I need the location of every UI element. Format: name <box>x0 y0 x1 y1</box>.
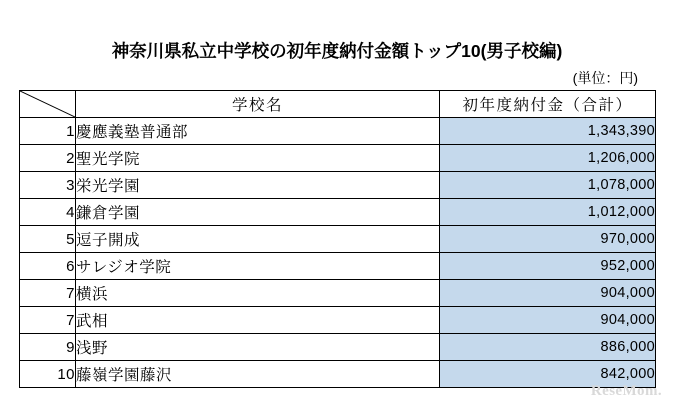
table-row <box>20 226 656 253</box>
watermark: ReseMom. <box>590 383 662 399</box>
rank-value: 7 <box>20 307 76 334</box>
table-row <box>20 253 656 280</box>
table-row <box>20 199 656 226</box>
school-name: 藤嶺学園藤沢 <box>76 361 440 388</box>
fee-value: 1,206,000 <box>440 145 656 172</box>
rank-value: 9 <box>20 334 76 361</box>
school-name: 栄光学園 <box>76 172 440 199</box>
fee-value: 970,000 <box>440 226 656 253</box>
rank-value: 10 <box>20 361 76 388</box>
ranking-table <box>19 90 656 388</box>
table-row <box>20 307 656 334</box>
rank-value: 5 <box>20 226 76 253</box>
rank-value: 3 <box>20 172 76 199</box>
fee-value: 842,000 <box>440 361 656 388</box>
table-header-row <box>20 91 656 118</box>
column-header-school: 学校名 <box>76 91 440 118</box>
table-row <box>20 145 656 172</box>
school-name: 浅野 <box>76 334 440 361</box>
fee-value: 904,000 <box>440 307 656 334</box>
table-row <box>20 280 656 307</box>
fee-value: 904,000 <box>440 280 656 307</box>
fee-value: 1,078,000 <box>440 172 656 199</box>
table-row <box>20 334 656 361</box>
school-name: 横浜 <box>76 280 440 307</box>
rank-value: 2 <box>20 145 76 172</box>
table-row <box>20 118 656 145</box>
school-name: サレジオ学院 <box>76 253 440 280</box>
school-name: 逗子開成 <box>76 226 440 253</box>
fee-value: 1,012,000 <box>440 199 656 226</box>
fee-value: 886,000 <box>440 334 656 361</box>
school-name: 鎌倉学園 <box>76 199 440 226</box>
rank-value: 7 <box>20 280 76 307</box>
unit-note: (単位：円) <box>572 70 638 86</box>
page-title: 神奈川県私立中学校の初年度納付金額トップ10(男子校編) <box>111 41 563 61</box>
school-name: 武相 <box>76 307 440 334</box>
table-row <box>20 361 656 388</box>
school-name: 聖光学院 <box>76 145 440 172</box>
table-row <box>20 172 656 199</box>
diagonal-corner-icon <box>20 91 76 118</box>
fee-value: 952,000 <box>440 253 656 280</box>
rank-value: 1 <box>20 118 76 145</box>
rank-value: 6 <box>20 253 76 280</box>
column-header-fee: 初年度納付金（合計） <box>440 91 656 118</box>
school-name: 慶應義塾普通部 <box>76 118 440 145</box>
fee-value: 1,343,390 <box>440 118 656 145</box>
rank-value: 4 <box>20 199 76 226</box>
